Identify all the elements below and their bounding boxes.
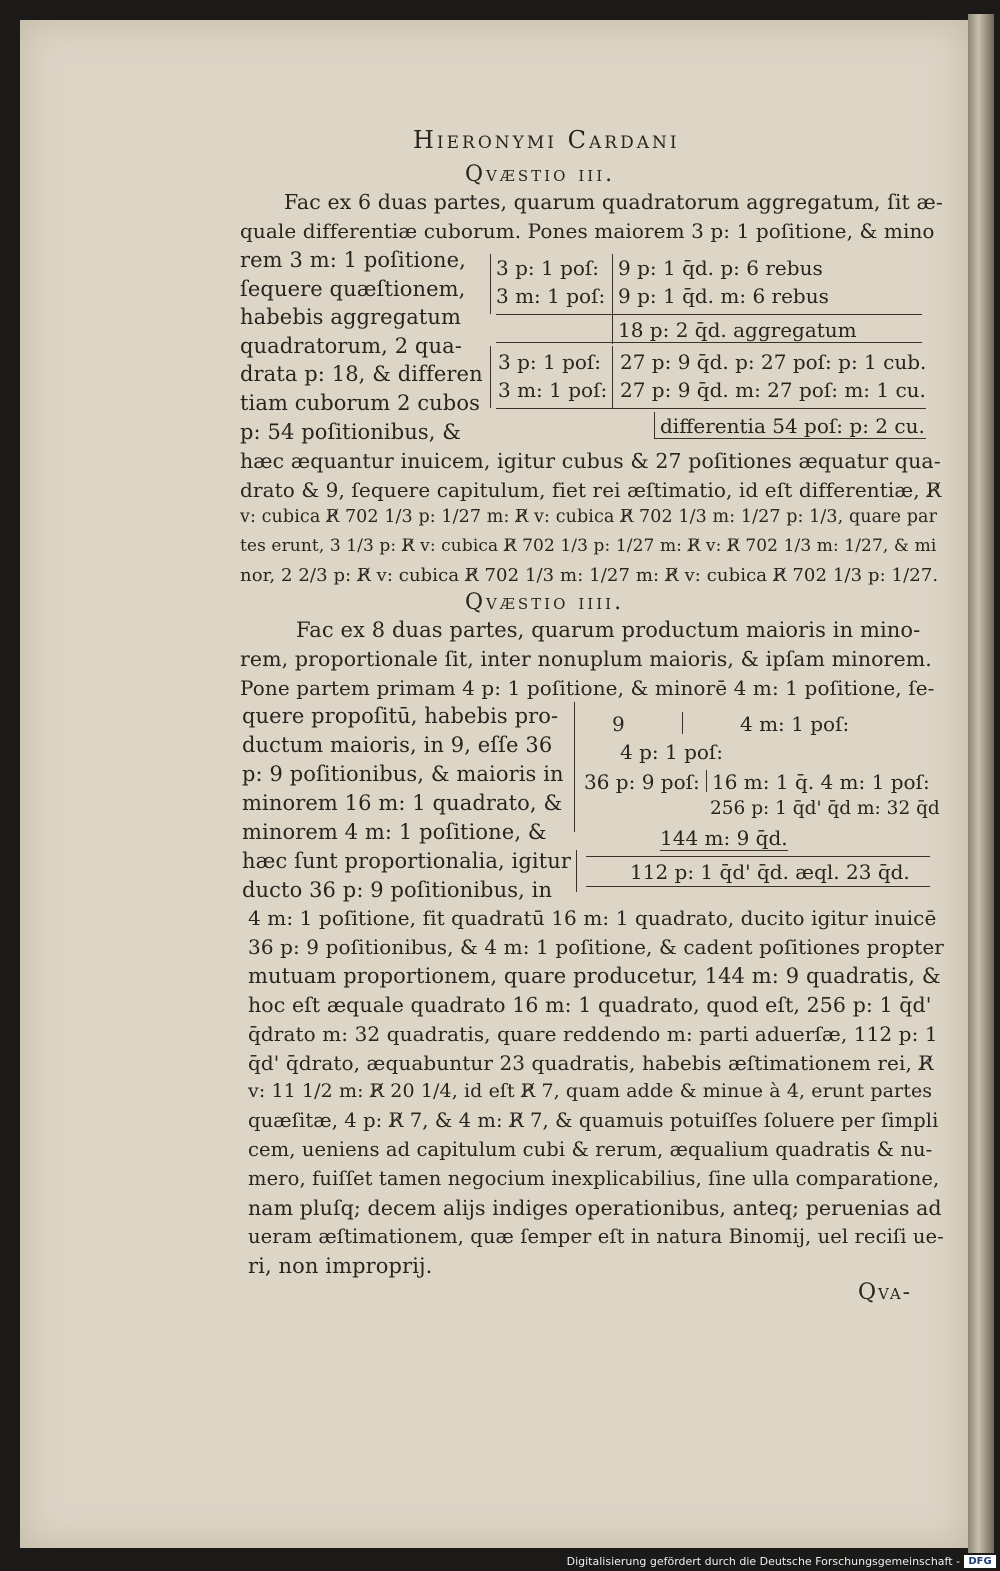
q4-body-line: ueram æſtimationem, quæ ſemper eſt in natura Binomij, uel reciſi ue- — [248, 1225, 944, 1248]
q3-body-line: tes erunt, 3 1/3 p: R̸ v: cubica R̸ 702 1/3 p: 1/27 m: R̸ v: R̸ 702 1/3 m: 1/27, & mi — [240, 536, 937, 556]
q4-intro-line: rem, proportionale ſit, inter nonuplum maioris, & ipſam minorem. — [240, 647, 932, 671]
q3-left-line: p: 54 poſitionibus, & — [240, 420, 462, 444]
q4-box-rule — [574, 702, 575, 832]
q3-box-term: 27 p: 9 q̄d. p: 27 poſ: p: 1 cub. — [620, 350, 927, 374]
q4-box-rule — [660, 850, 788, 851]
q3-intro-line: Fac ex 6 duas partes, quarum quadratorum aggregatum, ſit æ- — [284, 190, 943, 214]
q3-box-rule — [496, 408, 926, 409]
catchword: Qva- — [858, 1280, 913, 1305]
q3-left-line: ſequere quæſtionem, — [240, 277, 466, 301]
q4-body-line: quæſitæ, 4 p: R̸ 7, & 4 m: R̸ 7, & quamuis potuiſſes ſoluere per ſimpli — [248, 1109, 939, 1132]
q3-box-term: 3 m: 1 poſ: — [498, 378, 608, 402]
q3-box-rule — [612, 346, 613, 408]
q4-box-rule — [586, 886, 930, 887]
q4-body-line: cem, ueniens ad capitulum cubi & rerum, æqualium quadratis & nu- — [248, 1138, 933, 1161]
q4-box-rule — [682, 712, 683, 734]
q4-body-line: 4 m: 1 poſitione, fit quadratū 16 m: 1 quadrato, ducito igitur inuicē — [248, 906, 937, 930]
q4-box-term: 9 — [612, 712, 625, 736]
q3-left-line: quadratorum, 2 qua- — [240, 334, 462, 358]
question-3-title: Qvæstio iii. — [465, 162, 616, 187]
q3-body-line: v: cubica R̸ 702 1/3 p: 1/27 m: R̸ v: cubica R̸ 702 1/3 m: 1/27 p: 1/3, quare par — [240, 507, 938, 527]
running-head: Hieronymi Cardani — [413, 126, 680, 154]
q3-box-term: 9 p: 1 q̄d. m: 6 rebus — [618, 284, 829, 308]
dfg-logo: DFG — [964, 1555, 996, 1568]
footer-credit: Digitalisierung gefördert durch die Deutsche Forschungsgemeinschaft - — [566, 1555, 960, 1568]
q3-left-line: tiam cuborum 2 cubos — [240, 391, 480, 415]
q3-intro-line: quale differentiæ cuborum. Pones maiorem 3 p: 1 poſitione, & mino — [240, 219, 935, 243]
q3-left-line: drata p: 18, & differen — [240, 362, 483, 386]
q3-box-term: 27 p: 9 q̄d. m: 27 poſ: m: 1 cu. — [620, 378, 926, 402]
q3-body-line: drato & 9, ſequere capitulum, fiet rei æſtimatio, id eſt differentiæ, R̸ — [240, 478, 942, 502]
q4-box-term: 16 m: 1 q̄. 4 m: 1 poſ: — [712, 770, 930, 794]
q3-box-term: 3 p: 1 poſ: — [498, 350, 602, 374]
q4-left-line: quere propoſitū, habebis pro- — [242, 704, 559, 728]
page-edge — [968, 14, 994, 1554]
digitization-footer — [0, 1553, 1000, 1571]
q4-box-rule — [576, 850, 577, 892]
q4-left-line: hæc ſunt proportionalia, igitur — [242, 849, 572, 873]
q3-box-term: 9 p: 1 q̄d. p: 6 rebus — [618, 256, 823, 280]
q4-body-line: nam pluſq; decem alijs indiges operationibus, anteq; peruenias ad — [248, 1196, 942, 1220]
book-page — [20, 20, 968, 1548]
q4-body-line: ri, non improprij. — [248, 1254, 433, 1278]
q4-box-term: 4 p: 1 poſ: — [620, 740, 724, 764]
q4-box-term: 144 m: 9 q̄d. — [660, 826, 788, 850]
q4-left-line: ducto 36 p: 9 poſitionibus, in — [242, 878, 553, 902]
q3-box-rule — [496, 342, 922, 343]
q4-left-line: ductum maioris, in 9, eſſe 36 — [242, 733, 553, 757]
q4-left-line: minorem 4 m: 1 poſitione, & — [242, 820, 547, 844]
q4-body-line: hoc eſt æquale quadrato 16 m: 1 quadrato, quod eſt, 256 p: 1 q̄d' — [248, 993, 932, 1017]
q4-body-line: q̄drato m: 32 quadratis, quare reddendo m: parti aduerſæ, 112 p: 1 — [248, 1022, 938, 1046]
q4-body-line: v: 11 1/2 m: R̸ 20 1/4, id eſt R̸ 7, quam adde & minue à 4, erunt partes — [248, 1080, 933, 1102]
q4-intro-line: Fac ex 8 duas partes, quarum productum maioris in mino- — [296, 618, 921, 642]
q3-box-sum: 18 p: 2 q̄d. aggregatum — [618, 318, 857, 342]
q4-intro-line: Pone partem primam 4 p: 1 poſitione, & minorē 4 m: 1 poſitione, ſe- — [240, 676, 935, 700]
q3-box-rule — [496, 314, 922, 315]
q4-box-equation: 112 p: 1 q̄d' q̄d. æql. 23 q̄d. — [630, 860, 910, 884]
q3-left-line: rem 3 m: 1 poſitione, — [240, 248, 466, 272]
q3-box-rule — [654, 412, 655, 438]
q3-box-rule — [490, 254, 491, 314]
q3-box-term: 3 m: 1 poſ: — [496, 284, 606, 308]
q3-body-line: hæc æquantur inuicem, igitur cubus & 27 poſitiones æquatur qua- — [240, 449, 941, 473]
q4-box-term: 4 m: 1 poſ: — [740, 712, 850, 736]
q3-box-term: 3 p: 1 poſ: — [496, 256, 600, 280]
q3-box-rule — [612, 254, 613, 314]
q4-left-line: minorem 16 m: 1 quadrato, & — [242, 791, 563, 815]
q4-body-line: mutuam proportionem, quare producetur, 144 m: 9 quadratis, & — [248, 964, 941, 988]
q4-box-rule — [586, 856, 930, 857]
q4-body-line: q̄d' q̄drato, æquabuntur 23 quadratis, habebis æſtimationem rei, R̸ — [248, 1051, 934, 1075]
q4-body-line: mero, fuiſſet tamen negocium inexplicabilius, ſine ulla comparatione, — [248, 1167, 940, 1190]
q4-box-term: 256 p: 1 q̄d' q̄d m: 32 q̄d — [710, 798, 940, 819]
q3-box-rule — [654, 438, 926, 439]
q3-body-line: nor, 2 2/3 p: R̸ v: cubica R̸ 702 1/3 m: 1/27 m: R̸ v: cubica R̸ 702 1/3 p: 1/27. — [240, 565, 939, 586]
q3-box-rule — [612, 314, 613, 344]
q3-left-line: habebis aggregatum — [240, 305, 462, 329]
q3-box-difference: differentia 54 poſ: p: 2 cu. — [660, 414, 925, 438]
question-4-title: Qvæstio iiii. — [465, 590, 625, 615]
q4-box-term: 36 p: 9 poſ: — [584, 770, 700, 794]
q3-box-rule — [490, 346, 491, 408]
q4-body-line: 36 p: 9 poſitionibus, & 4 m: 1 poſitione, & cadent poſitiones propter — [248, 935, 944, 959]
q4-left-line: p: 9 poſitionibus, & maioris in — [242, 762, 564, 786]
q4-box-rule — [706, 770, 707, 792]
